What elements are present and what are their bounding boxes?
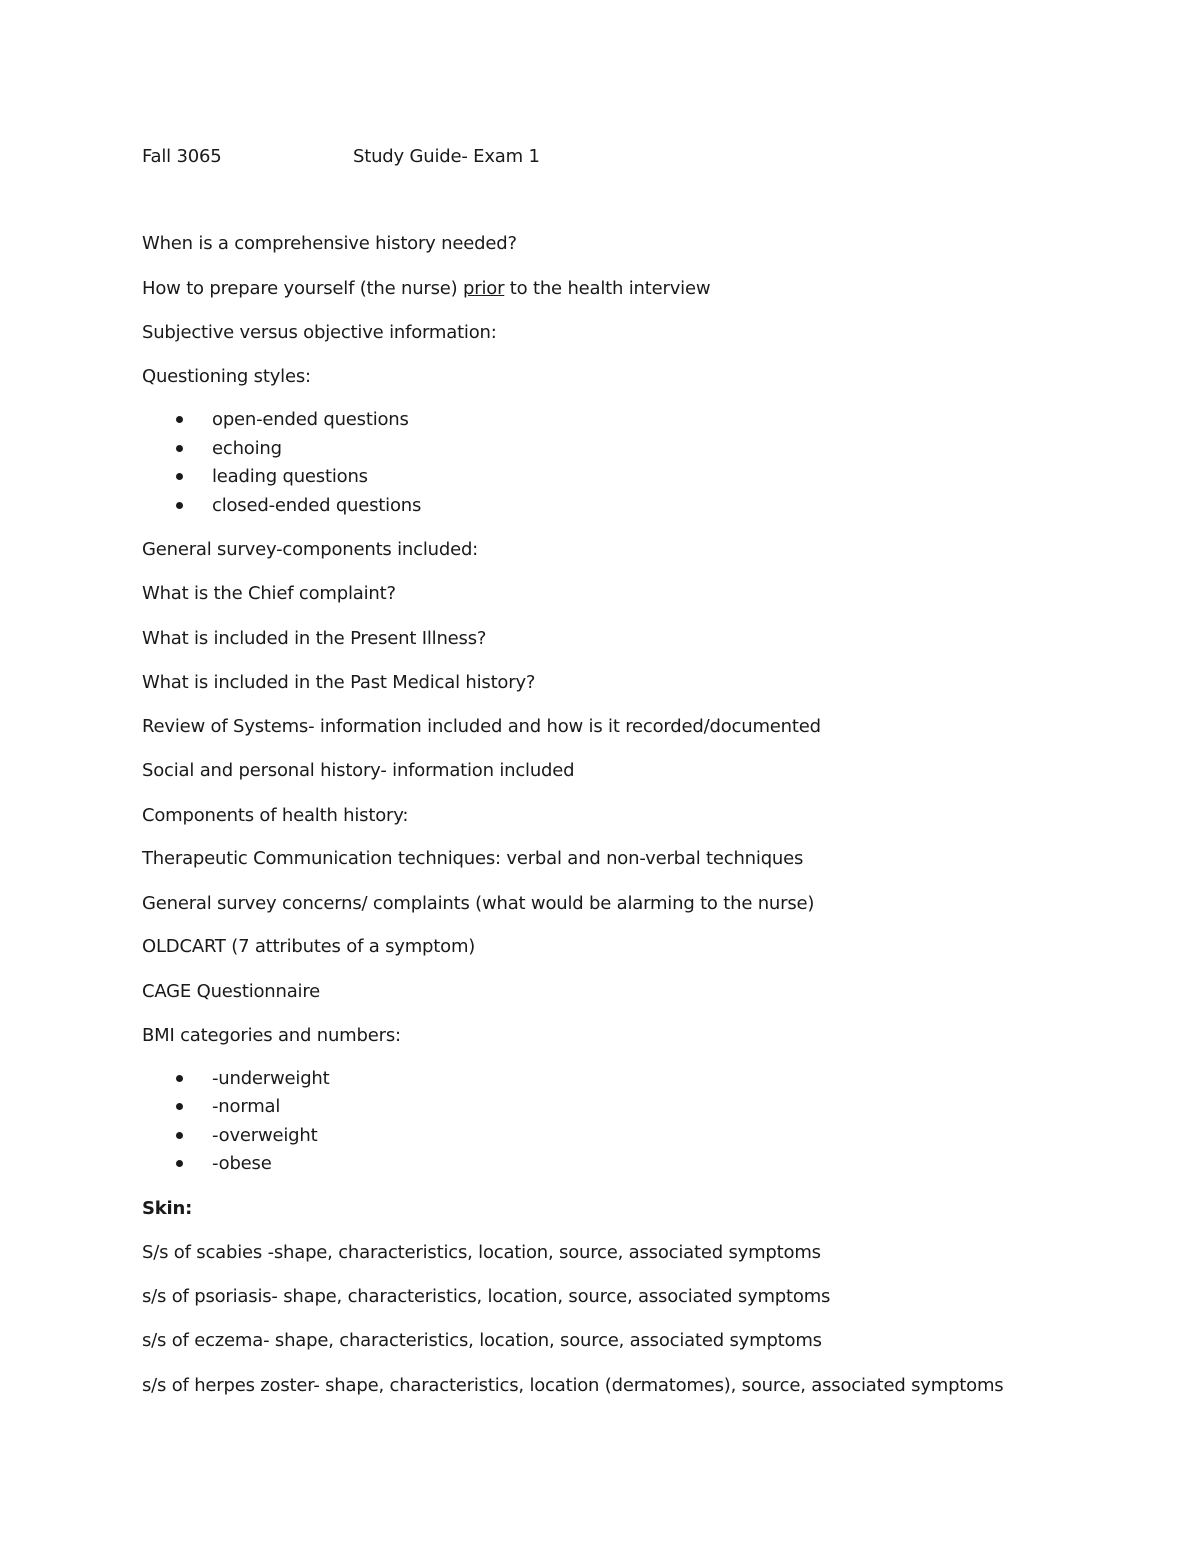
list-item: -obese <box>212 1153 272 1174</box>
page-title: Study Guide- Exam 1 <box>353 146 540 167</box>
topic-oldcart: OLDCART (7 attributes of a symptom) <box>142 936 476 957</box>
topic-review-of-systems: Review of Systems- information included and how is it recorded/documented <box>142 716 821 737</box>
list-item: -underweight <box>212 1068 330 1089</box>
topic-bmi-categories: BMI categories and numbers: <box>142 1025 401 1046</box>
question-chief-complaint: What is the Chief complaint? <box>142 583 396 604</box>
course-label: Fall 3065 <box>142 146 222 167</box>
topic-psoriasis: s/s of psoriasis- shape, characteristics, location, source, associated symptoms <box>142 1286 831 1307</box>
list-item: closed-ended questions <box>212 495 422 516</box>
bullet-icon <box>176 502 183 509</box>
topic-questioning-styles: Questioning styles: <box>142 366 311 387</box>
topic-scabies: S/s of scabies -shape, characteristics, location, source, associated symptoms <box>142 1242 821 1263</box>
bullet-icon <box>176 1160 183 1167</box>
question-comprehensive-history: When is a comprehensive history needed? <box>142 233 517 254</box>
topic-cage-questionnaire: CAGE Questionnaire <box>142 981 321 1002</box>
section-heading-skin: Skin: <box>142 1198 193 1219</box>
question-present-illness: What is included in the Present Illness? <box>142 628 487 649</box>
question-past-medical-history: What is included in the Past Medical history? <box>142 672 536 693</box>
bullet-icon <box>176 1132 183 1139</box>
bullet-icon <box>176 1075 183 1082</box>
prepare-text-underlined: prior <box>463 278 505 299</box>
bullet-icon <box>176 416 183 423</box>
topic-eczema: s/s of eczema- shape, characteristics, location, source, associated symptoms <box>142 1330 822 1351</box>
topic-components-health-history: Components of health history: <box>142 805 409 826</box>
topic-herpes-zoster: s/s of herpes zoster- shape, characteristics, location (dermatomes), source, associated symptoms <box>142 1375 1004 1396</box>
bullet-icon <box>176 1103 183 1110</box>
topic-therapeutic-communication: Therapeutic Communication techniques: verbal and non-verbal techniques <box>142 848 804 869</box>
prepare-text-before: How to prepare yourself (the nurse) <box>142 278 464 299</box>
topic-subjective-objective: Subjective versus objective information: <box>142 322 497 343</box>
list-item: open-ended questions <box>212 409 409 430</box>
topic-social-personal-history: Social and personal history- information included <box>142 760 575 781</box>
question-prepare-yourself <box>142 277 710 301</box>
topic-general-survey-concerns: General survey concerns/ complaints (what would be alarming to the nurse) <box>142 893 815 914</box>
list-item: echoing <box>212 438 282 459</box>
topic-general-survey-components: General survey-components included: <box>142 539 479 560</box>
bullet-icon <box>176 473 183 480</box>
list-item: -normal <box>212 1096 281 1117</box>
bullet-icon <box>176 445 183 452</box>
prepare-text-after: to the health interview <box>504 278 711 299</box>
list-item: -overweight <box>212 1125 318 1146</box>
list-item: leading questions <box>212 466 368 487</box>
